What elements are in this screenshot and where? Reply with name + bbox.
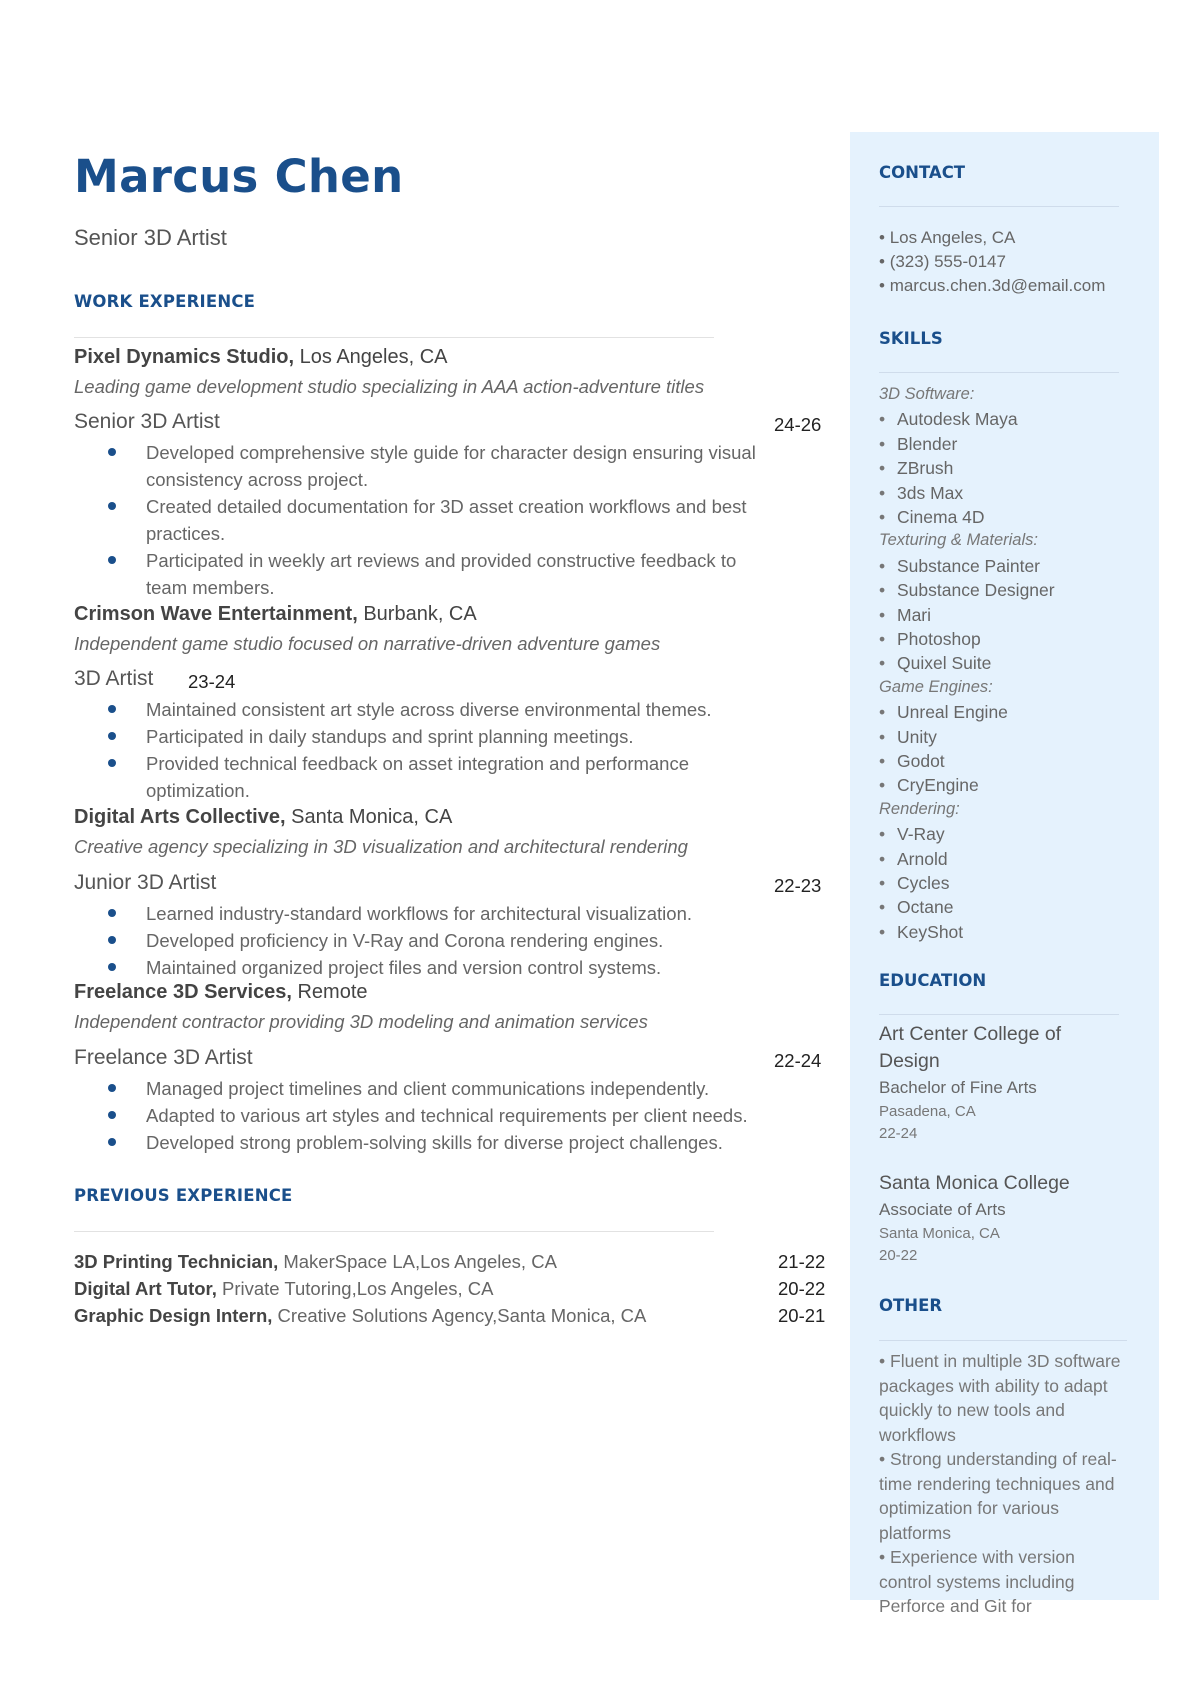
bullet-symbol: • [879, 507, 886, 527]
bullet-symbol: • [879, 433, 886, 454]
company-line [74, 981, 368, 1004]
skill-text: Octane [897, 897, 954, 918]
skill-text: Cycles [897, 873, 950, 893]
bullet-symbol: • [879, 252, 885, 271]
bullet-dot [108, 448, 116, 456]
bullet-text: Maintained organized project files and version control systems. [146, 957, 662, 978]
company-description: Leading game development studio specializing in AAA action-adventure titles [74, 376, 705, 397]
skill-item [879, 702, 1008, 723]
contact-text: (323) 555-0147 [889, 252, 1006, 271]
bullet-symbol: • [879, 228, 885, 247]
job-bullet [112, 750, 772, 804]
job-bullet [112, 1075, 772, 1102]
education-degree: Bachelor of Fine Arts [879, 1078, 1037, 1097]
previous-title: 3D Printing Technician, [74, 1251, 279, 1272]
bullet-symbol: • [879, 1449, 886, 1469]
bullet-symbol: • [879, 897, 886, 918]
bullet-symbol: • [879, 921, 886, 942]
job-role: 3D Artist [74, 667, 154, 690]
previous-place: MakerSpace LA,Los Angeles, CA [278, 1251, 557, 1272]
bullet-text: Participated in weekly art reviews and provided constructive feedback to team members. [146, 550, 737, 598]
bullet-symbol: • [879, 848, 886, 869]
company-name: Pixel Dynamics Studio, [74, 346, 295, 368]
bullet-dot [108, 1138, 116, 1146]
bullet-dot [108, 732, 116, 740]
skill-text: ZBrush [897, 458, 954, 479]
skill-text: Substance Painter [897, 555, 1041, 576]
bullet-symbol: • [879, 1547, 886, 1567]
skill-text: Cinema 4D [897, 507, 985, 527]
bullet-symbol: • [879, 775, 886, 796]
candidate-name: Marcus Chen [74, 150, 404, 203]
bullet-symbol: • [879, 873, 886, 893]
job-bullet [112, 900, 772, 927]
job-date: 22-24 [774, 1050, 822, 1071]
job-role: Junior 3D Artist [74, 871, 217, 894]
bullet-symbol: • [879, 409, 886, 430]
education-school: Santa Monica College [879, 1172, 1070, 1194]
contact-phone [879, 252, 1006, 272]
previous-experience-heading: PREVIOUS EXPERIENCE [74, 1186, 293, 1205]
bullet-symbol: • [879, 604, 886, 625]
education-heading: EDUCATION [879, 971, 987, 990]
sidebar-content [879, 0, 1169, 1683]
bullet-dot [108, 705, 116, 713]
bullet-text: Created detailed documentation for 3D asset creation workflows and best practices. [146, 496, 747, 544]
previous-title: Digital Art Tutor, [74, 1278, 217, 1299]
bullet-dot [108, 556, 116, 564]
skill-category: Texturing & Materials: [879, 531, 1038, 550]
skill-item [879, 507, 985, 528]
bullet-dot [108, 909, 116, 917]
work-experience-section [74, 0, 834, 1683]
skill-text: KeyShot [897, 921, 964, 942]
skill-item [879, 434, 957, 455]
previous-place: Private Tutoring,Los Angeles, CA [216, 1278, 494, 1299]
bullet-text: Provided technical feedback on asset integration and performance optimization. [146, 753, 690, 801]
bullet-text: Developed strong problem-solving skills for diverse project challenges. [146, 1132, 723, 1153]
skill-item [879, 775, 979, 796]
bullet-symbol: • [879, 555, 886, 576]
bullet-dot [108, 759, 116, 767]
job-bullet [112, 439, 772, 493]
work-experience-heading: WORK EXPERIENCE [74, 292, 256, 311]
bullet-symbol: • [879, 1351, 886, 1371]
company-location: Los Angeles, CA [294, 346, 448, 368]
education-school: Art Center College of Design [879, 1023, 1062, 1072]
bullet-symbol: • [879, 702, 886, 723]
skill-item [879, 483, 963, 504]
bullet-symbol: • [879, 653, 886, 674]
skill-item [879, 824, 945, 845]
job-role: Senior 3D Artist [74, 410, 220, 433]
contact-text: Los Angeles, CA [889, 228, 1016, 247]
skills-heading: SKILLS [879, 329, 943, 348]
divider [74, 1231, 714, 1232]
education-location: Santa Monica, CA [879, 1225, 1000, 1242]
bullet-dot [108, 1111, 116, 1119]
job-date: 24-26 [774, 414, 822, 435]
skill-text: 3ds Max [897, 482, 964, 503]
company-name: Crimson Wave Entertainment, [74, 603, 358, 625]
previous-title: Graphic Design Intern, [74, 1305, 273, 1326]
other-text: Experience with version control systems including Perforce and Git for [879, 1547, 1075, 1616]
bullet-symbol: • [879, 824, 886, 845]
skill-item [879, 556, 1040, 577]
other-item [879, 1349, 1129, 1447]
skill-text: Autodesk Maya [897, 409, 1018, 430]
divider [879, 206, 1119, 207]
education-location: Pasadena, CA [879, 1103, 976, 1120]
skill-item [879, 751, 945, 772]
skill-category: Rendering: [879, 799, 960, 818]
skill-text: Mari [897, 604, 932, 625]
previous-place: Creative Solutions Agency,Santa Monica, CA [272, 1305, 647, 1326]
skill-text: Photoshop [897, 629, 981, 649]
bullet-text: Maintained consistent art style across diverse environmental themes. [146, 699, 712, 720]
previous-item [74, 1278, 493, 1300]
company-location: Santa Monica, CA [285, 806, 453, 828]
bullet-text: Developed proficiency in V-Ray and Corona rendering engines. [146, 930, 664, 951]
company-line [74, 806, 452, 829]
job-bullet [112, 1102, 772, 1129]
skill-text: Unreal Engine [897, 702, 1008, 723]
company-description: Creative agency specializing in 3D visualization and architectural rendering [74, 836, 688, 857]
job-bullet [112, 927, 772, 954]
skill-item [879, 629, 981, 650]
other-text: Strong understanding of real-time rendering techniques and optimization for various platforms [879, 1449, 1117, 1543]
job-bullet [112, 696, 772, 723]
previous-date: 21-22 [778, 1251, 826, 1272]
job-bullet [112, 493, 772, 547]
bullet-symbol: • [879, 458, 886, 479]
skill-text: Blender [897, 433, 958, 454]
education-date: 22-24 [879, 1125, 918, 1142]
divider [879, 372, 1119, 373]
bullet-symbol: • [879, 580, 886, 601]
skill-item [879, 922, 963, 943]
bullet-text: Participated in daily standups and sprint planning meetings. [146, 726, 634, 747]
skill-text: CryEngine [897, 775, 979, 796]
education-degree: Associate of Arts [879, 1200, 1006, 1219]
contact-location [879, 228, 1015, 248]
skill-item [879, 727, 937, 748]
previous-date: 20-21 [778, 1305, 826, 1326]
skill-item [879, 897, 953, 918]
company-location: Remote [291, 981, 368, 1003]
other-heading: OTHER [879, 1296, 943, 1315]
contact-email [879, 276, 1105, 296]
job-bullet [112, 1129, 772, 1156]
bullet-dot [108, 1084, 116, 1092]
bullet-text: Learned industry-standard workflows for architectural visualization. [146, 903, 693, 924]
bullet-symbol: • [879, 726, 886, 747]
skill-item [879, 873, 950, 894]
contact-heading: CONTACT [879, 163, 966, 182]
company-line [74, 603, 477, 626]
skill-text: Quixel Suite [897, 653, 992, 674]
skill-item [879, 458, 953, 479]
skill-category: Game Engines: [879, 677, 993, 696]
bullet-symbol: • [879, 482, 886, 503]
bullet-text: Developed comprehensive style guide for character design ensuring visual consistency across project. [146, 442, 756, 490]
skill-item [879, 580, 1055, 601]
bullet-symbol: • [879, 276, 885, 295]
other-item [879, 1545, 1129, 1619]
skill-item [879, 605, 931, 626]
skill-text: Godot [897, 751, 945, 771]
skill-item [879, 409, 1018, 430]
divider [879, 1340, 1127, 1341]
company-name: Digital Arts Collective, [74, 806, 286, 828]
bullet-symbol: • [879, 629, 886, 649]
other-text: Fluent in multiple 3D software packages with ability to adapt quickly to new tools and workflows [879, 1351, 1121, 1445]
job-role: Freelance 3D Artist [74, 1046, 253, 1069]
contact-text: marcus.chen.3d@email.com [889, 276, 1106, 295]
other-item [879, 1447, 1129, 1545]
previous-date: 20-22 [778, 1278, 826, 1299]
previous-item [74, 1305, 646, 1327]
skill-category: 3D Software: [879, 385, 975, 403]
skill-item [879, 653, 991, 674]
company-description: Independent game studio focused on narrative-driven adventure games [74, 633, 661, 654]
job-bullet [112, 954, 772, 981]
company-line [74, 346, 448, 369]
bullet-dot [108, 963, 116, 971]
skill-text: V-Ray [897, 824, 945, 845]
bullet-dot [108, 502, 116, 510]
previous-item [74, 1251, 557, 1273]
company-location: Burbank, CA [357, 603, 477, 625]
education-date: 20-22 [879, 1247, 918, 1264]
skill-text: Unity [897, 726, 937, 747]
skill-text: Substance Designer [897, 580, 1055, 601]
bullet-dot [108, 936, 116, 944]
bullet-text: Adapted to various art styles and technical requirements per client needs. [146, 1105, 748, 1126]
bullet-text: Managed project timelines and client communications independently. [146, 1078, 710, 1099]
company-description: Independent contractor providing 3D modeling and animation services [74, 1011, 648, 1032]
job-date: 22-23 [774, 875, 822, 896]
job-bullet [112, 547, 772, 601]
divider [74, 337, 714, 338]
candidate-title: Senior 3D Artist [74, 225, 227, 250]
company-name: Freelance 3D Services, [74, 981, 292, 1003]
skill-text: Arnold [897, 848, 948, 869]
bullet-symbol: • [879, 751, 886, 771]
divider [879, 1014, 1119, 1015]
job-date: 23-24 [188, 671, 236, 692]
skill-item [879, 849, 948, 870]
job-bullet [112, 723, 772, 750]
